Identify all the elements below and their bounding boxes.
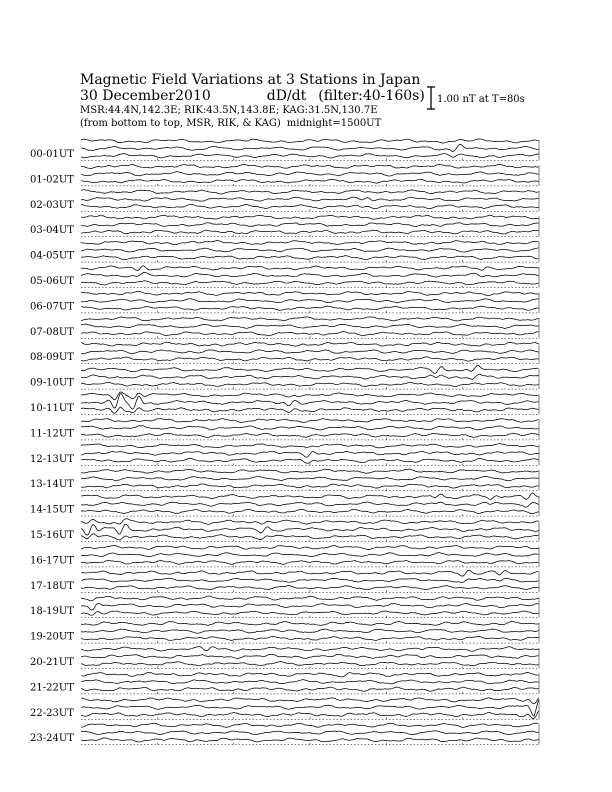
scale-bar bbox=[427, 87, 435, 109]
row-label: 07-08UT bbox=[30, 326, 74, 338]
hour-row-11-12UT bbox=[30, 419, 539, 440]
trace-station-0 bbox=[81, 444, 539, 448]
trace-station-1 bbox=[81, 604, 539, 611]
hour-row-06-07UT bbox=[30, 291, 539, 313]
trace-station-2 bbox=[81, 611, 539, 615]
trace-station-1 bbox=[81, 272, 539, 277]
trace-station-1 bbox=[81, 172, 539, 176]
row-label: 01-02UT bbox=[30, 174, 74, 186]
trace-station-2 bbox=[81, 382, 539, 386]
trace-station-0 bbox=[81, 519, 539, 525]
row-label: 14-15UT bbox=[30, 504, 74, 516]
trace-station-0 bbox=[81, 215, 539, 219]
year-text: 2010 bbox=[175, 88, 211, 104]
trace-station-1 bbox=[81, 248, 539, 252]
trace-station-0 bbox=[81, 317, 539, 321]
trace-station-2 bbox=[81, 484, 539, 488]
trace-station-1 bbox=[81, 524, 539, 535]
row-label: 19-20UT bbox=[30, 631, 74, 643]
trace-station-1 bbox=[81, 223, 539, 227]
trace-station-2 bbox=[81, 433, 539, 437]
trace-station-2 bbox=[81, 407, 539, 413]
trace-station-1 bbox=[81, 324, 539, 328]
midnight-note: midnight=1500UT bbox=[286, 118, 382, 129]
hour-row-08-09UT bbox=[30, 342, 539, 364]
hour-row-05-06UT bbox=[30, 266, 539, 288]
trace-station-2 bbox=[81, 281, 539, 285]
trace-station-0 bbox=[81, 139, 539, 143]
hour-row-18-19UT bbox=[30, 596, 539, 618]
hour-row-14-15UT bbox=[30, 493, 539, 516]
trace-station-2 bbox=[81, 687, 539, 691]
trace-station-1 bbox=[81, 350, 539, 354]
trace-station-0 bbox=[81, 698, 539, 704]
trace-station-2 bbox=[81, 204, 539, 208]
hour-row-19-20UT bbox=[30, 621, 539, 643]
trace-station-2 bbox=[81, 306, 539, 310]
hour-row-04-05UT bbox=[30, 241, 539, 263]
trace-station-1 bbox=[81, 197, 539, 201]
trace-station-2 bbox=[81, 636, 539, 640]
trace-station-0 bbox=[81, 291, 539, 295]
trace-station-0 bbox=[81, 723, 539, 727]
trace-station-2 bbox=[81, 534, 539, 540]
hour-row-23-24UT bbox=[30, 723, 539, 745]
hour-row-17-18UT bbox=[30, 570, 539, 592]
trace-station-2 bbox=[81, 230, 539, 234]
filter-text: (filter:40-160s) bbox=[318, 88, 425, 104]
trace-station-2 bbox=[81, 357, 539, 361]
row-label: 04-05UT bbox=[30, 250, 74, 262]
hour-row-16-17UT bbox=[30, 546, 539, 567]
trace-station-0 bbox=[81, 493, 539, 499]
hour-row-09-10UT bbox=[30, 365, 539, 389]
hour-row-02-03UT bbox=[30, 190, 539, 212]
hour-row-01-02UT bbox=[30, 164, 539, 186]
hour-row-20-21UT bbox=[30, 647, 539, 669]
row-label: 09-10UT bbox=[30, 377, 74, 389]
order-note: (from bottom to top, MSR, RIK, & KAG) bbox=[80, 118, 281, 129]
trace-station-0 bbox=[81, 621, 539, 625]
row-label: 21-22UT bbox=[30, 682, 74, 694]
row-label: 18-19UT bbox=[30, 606, 74, 618]
trace-station-2 bbox=[81, 179, 539, 183]
trace-station-1 bbox=[81, 299, 539, 303]
row-label: 06-07UT bbox=[30, 301, 74, 313]
trace-station-2 bbox=[81, 331, 539, 335]
hour-row-03-04UT bbox=[30, 215, 539, 237]
trace-station-1 bbox=[81, 374, 539, 379]
trace-station-1 bbox=[81, 451, 539, 457]
stations-info: MSR:44.4N,142.3E; RIK:43.5N,143.8E; KAG:31.5N,130.7E bbox=[80, 105, 378, 116]
date-text: 30 December bbox=[80, 88, 176, 104]
scale-bar-label: 1.00 nT at T=80s bbox=[437, 94, 525, 105]
chart-title: Magnetic Field Variations at 3 Stations in Japan bbox=[80, 72, 421, 88]
trace-station-0 bbox=[81, 570, 539, 576]
trace-station-0 bbox=[81, 241, 539, 245]
trace-station-1 bbox=[81, 476, 539, 480]
row-label: 08-09UT bbox=[30, 352, 74, 364]
hour-row-13-14UT bbox=[30, 469, 539, 491]
trace-station-1 bbox=[81, 553, 539, 557]
trace-station-0 bbox=[81, 266, 539, 271]
hour-row-00-01UT bbox=[30, 139, 539, 161]
trace-station-2 bbox=[81, 560, 539, 564]
trace-station-0 bbox=[81, 596, 539, 601]
trace-station-2 bbox=[81, 586, 539, 590]
trace-station-0 bbox=[81, 392, 539, 400]
row-label: 10-11UT bbox=[30, 403, 74, 414]
trace-station-2 bbox=[81, 509, 539, 513]
row-label: 22-23UT bbox=[30, 707, 74, 719]
row-label: 02-03UT bbox=[30, 199, 74, 211]
row-label: 23-24UT bbox=[30, 733, 74, 745]
trace-station-0 bbox=[81, 647, 539, 652]
trace-station-0 bbox=[81, 164, 539, 168]
trace-station-1 bbox=[81, 629, 539, 633]
row-label: 03-04UT bbox=[30, 225, 74, 237]
row-label: 12-13UT bbox=[30, 453, 74, 465]
row-label: 20-21UT bbox=[30, 657, 74, 668]
component-text: dD/dt bbox=[266, 88, 307, 104]
hour-row-22-23UT bbox=[30, 698, 539, 719]
row-label: 13-14UT bbox=[30, 479, 74, 491]
trace-station-0 bbox=[81, 419, 539, 423]
hour-row-15-16UT bbox=[30, 519, 539, 542]
hour-row-21-22UT bbox=[30, 672, 539, 694]
trace-station-2 bbox=[81, 256, 539, 260]
trace-station-1 bbox=[81, 144, 539, 151]
hour-row-07-08UT bbox=[30, 317, 539, 339]
row-label: 00-01UT bbox=[30, 149, 74, 160]
trace-station-2 bbox=[81, 154, 539, 159]
row-label: 16-17UT bbox=[30, 555, 74, 567]
row-label: 05-06UT bbox=[30, 276, 74, 287]
trace-station-0 bbox=[81, 365, 539, 373]
row-label: 17-18UT bbox=[30, 580, 74, 592]
trace-station-0 bbox=[81, 469, 539, 473]
trace-station-0 bbox=[81, 672, 539, 677]
trace-station-1 bbox=[81, 578, 539, 583]
hour-row-12-13UT bbox=[30, 444, 539, 466]
trace-station-1 bbox=[81, 426, 539, 430]
row-label: 11-12UT bbox=[30, 428, 74, 440]
hour-row-10-11UT bbox=[30, 392, 539, 414]
trace-station-1 bbox=[81, 654, 539, 658]
trace-station-0 bbox=[81, 190, 539, 194]
trace-station-2 bbox=[81, 662, 539, 666]
trace-station-0 bbox=[81, 546, 539, 550]
trace-station-1 bbox=[81, 680, 539, 684]
row-label: 15-16UT bbox=[30, 530, 74, 541]
trace-station-1 bbox=[81, 502, 539, 507]
trace-station-0 bbox=[81, 342, 539, 346]
trace-station-2 bbox=[81, 738, 539, 742]
trace-station-1 bbox=[81, 731, 539, 735]
trace-station-2 bbox=[81, 458, 539, 463]
